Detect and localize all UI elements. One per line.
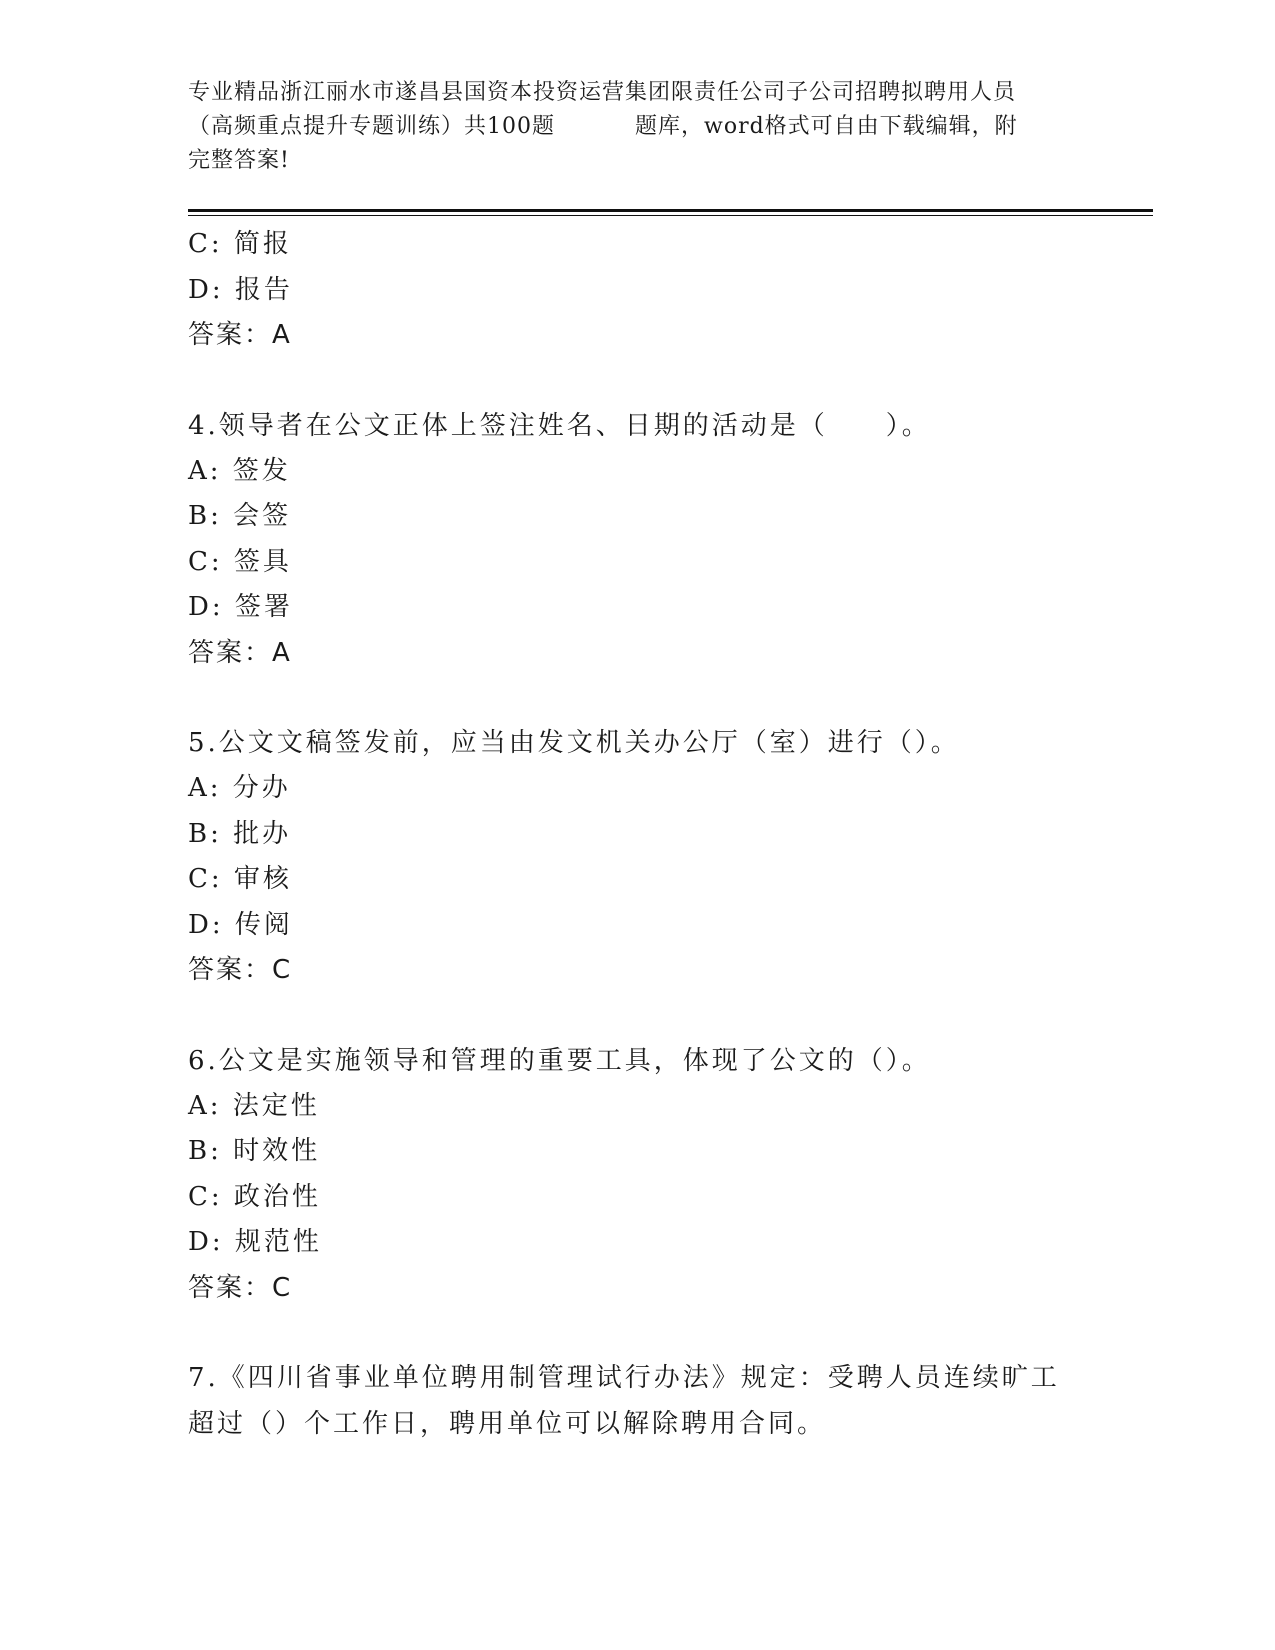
question-stem-line-2: 超过（）个工作日，聘用单位可以解除聘用合同。 xyxy=(188,1409,827,1439)
option-c: C: 简报 xyxy=(188,229,292,259)
header-divider-thin xyxy=(188,215,1153,216)
option-d: D: 签署 xyxy=(188,592,293,622)
question-6 xyxy=(188,1038,1128,1312)
document-header xyxy=(188,76,1088,178)
option-c: C: 审核 xyxy=(188,864,292,894)
option-a: A: 法定性 xyxy=(188,1090,320,1121)
header-line-2-part-2: 题库，word格式可自由下载编辑，附 xyxy=(635,114,1018,139)
option-d: D: 报告 xyxy=(188,274,293,305)
option-b: B: 批办 xyxy=(188,818,292,849)
answer-line: 答案：A xyxy=(188,320,292,350)
header-line-2 xyxy=(188,110,1088,144)
question-spacer xyxy=(188,1311,1128,1355)
option-a: A: 签发 xyxy=(188,455,291,486)
question-7 xyxy=(188,1355,1128,1447)
option-b: B: 时效性 xyxy=(188,1136,321,1166)
question-stem-line-1: 7.《四川省事业单位聘用制管理试行办法》规定：受聘人员连续旷工 xyxy=(188,1363,1060,1393)
question-spacer xyxy=(188,994,1128,1038)
header-line-2-part-1: （高频重点提升专题训练）共100题 xyxy=(188,114,555,139)
question-spacer xyxy=(188,676,1128,720)
answer-line: 答案：C xyxy=(188,955,293,985)
question-stem: 6.公文是实施领导和管理的重要工具，体现了公文的（）。 xyxy=(188,1045,931,1076)
option-c: C: 政治性 xyxy=(188,1181,321,1212)
question-spacer xyxy=(188,359,1128,403)
option-b: B: 会签 xyxy=(188,501,292,531)
option-d: D: 规范性 xyxy=(188,1227,322,1257)
question-3-tail xyxy=(188,222,1128,359)
document-body xyxy=(188,222,1128,1447)
header-line-3: 完整答案! xyxy=(188,148,290,173)
header-line-1: 专业精品浙江丽水市遂昌县国资本投资运营集团限责任公司子公司招聘拟聘用人员 xyxy=(188,80,1017,105)
answer-line: 答案：C xyxy=(188,1272,293,1303)
option-a: A: 分办 xyxy=(188,773,291,803)
question-4 xyxy=(188,403,1128,677)
answer-line: 答案：A xyxy=(188,637,292,668)
question-5 xyxy=(188,720,1128,994)
question-stem: 4.领导者在公文正体上签注姓名、日期的活动是（ ）。 xyxy=(188,410,931,441)
question-stem: 5.公文文稿签发前，应当由发文机关办公厅（室）进行（）。 xyxy=(188,728,960,758)
option-d: D: 传阅 xyxy=(188,909,293,940)
header-divider-thick xyxy=(188,209,1153,212)
option-c: C: 签具 xyxy=(188,546,292,577)
